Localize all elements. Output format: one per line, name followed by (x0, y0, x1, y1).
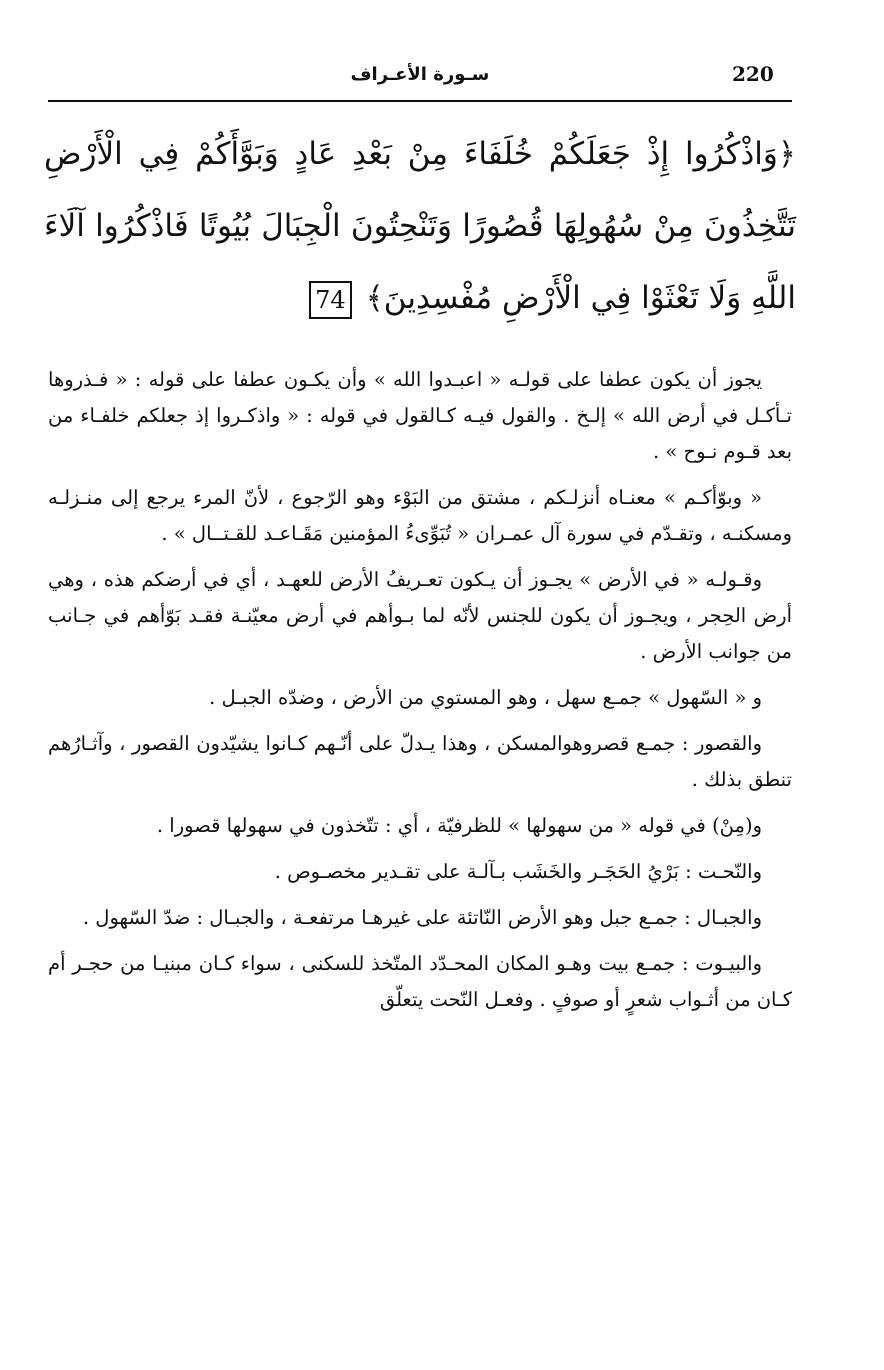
verse-text: ﴿وَاذْكُرُوا إِذْ جَعَلَكُمْ خُلَفَاءَ مِنْ بَعْدِ عَادٍ وَبَوَّأَكُمْ فِي الْأَرْضِ تَتَّخِذُونَ مِنْ سُهُولِهَا قُصُورًا وَتَنْحِتُونَ الْجِبَالَ بُيُوتًا فَاذْكُرُوا آلَاءَ اللَّهِ وَلَا تَعْثَوْا فِي الْأَرْضِ مُفْسِدِينَ﴾ (44, 136, 796, 316)
verse-number: 74 (309, 281, 352, 319)
commentary-paragraph: والقصور : جمـع قصروهوالمسكن ، وهذا يـدلّ على أنّـهم كـانوا يشيّدون القصور ، وآثـارُهم تنطق بذلك . (48, 732, 792, 791)
commentary-paragraph: والبيـوت : جمـع بيت وهـو المكان المحـدّد المتّخذ للسكنى ، سواء كـان مبنيـا من حجـر أم كـان من أثـواب شعرٍ أو صوفٍ . وفعـل النّحت يتعلّق (48, 952, 792, 1011)
quran-verse (44, 118, 796, 334)
commentary-paragraph: و « السّهول » جمـع سهل ، وهو المستوي من الأرض ، وضدّه الجبـل . (209, 686, 762, 709)
commentary-paragraph: يجوز أن يكون عطفا على قولـه « اعبـدوا الله » وأن يكـون عطفا على قوله : « فـذروها تـأكـل في أرض الله » إلـخ . والقول فيـه كـالقول في قوله : « واذكـروا إذ جعلكم خلفـاء من بعد قـوم نـوح » . (48, 368, 792, 463)
commentary-paragraph: « وبوّأكـم » معنـاه أنزلـكم ، مشتق من البَوْء وهو الرّجوع ، لأنّ المرء يرجع إلى منـزلـه ومسكنـه ، وتقـدّم في سورة آل عمـران « تُبَوِّىءُ المؤمنين مَقَـاعـد للقـتــال » . (48, 486, 792, 545)
header-divider (48, 100, 792, 102)
commentary-paragraph: وقـولـه « في الأرض » يجـوز أن يـكون تعـريفُ الأرض للعهـد ، أي في أرضكم هذه ، وهي أرض الحِجر ، ويجـوز أن يكون للجنس لأنّه لما بـوأهم في أرض معيّنـة فقـد بَوّأهم في جـانب من جوانب الأرض . (48, 568, 792, 663)
commentary-paragraph: والجبـال : جمـع جبل وهو الأرض النّاتئة على غيرهـا مرتفعـة ، والجبـال : ضدّ السّهول . (82, 906, 762, 929)
surah-title: سـورة الأعـراف (350, 64, 490, 85)
commentary-paragraph: و(مِنْ) في قوله « من سهولها » للظرفيّة ، أي : تتّخذون في سهولها قصورا . (156, 814, 762, 837)
commentary-body (48, 362, 792, 1028)
page-number: 220 (732, 62, 774, 86)
commentary-paragraph: والنّحـت : بَرْيُ الحَجَـر والخَشَب بـآلـة على تقـدير مخصـوص . (274, 860, 762, 883)
